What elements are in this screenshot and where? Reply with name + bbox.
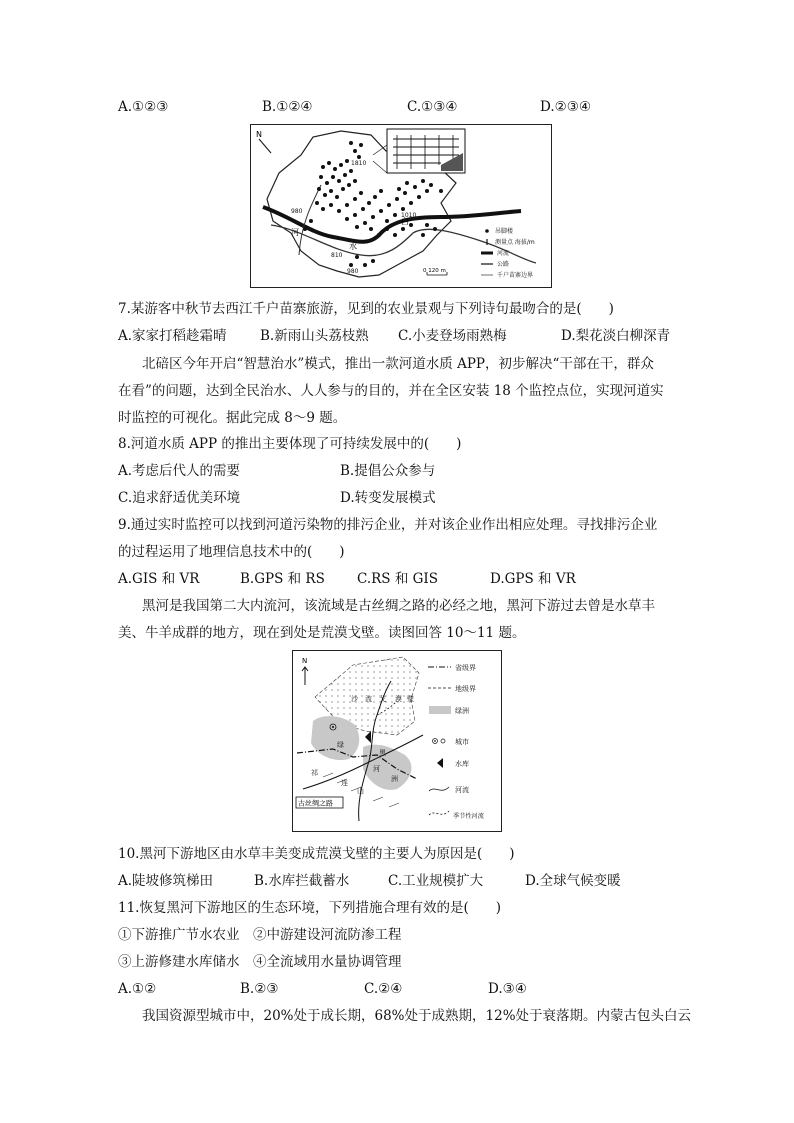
intro-paragraph-line: 时监控的可视化。据此完成 8～9 题。 bbox=[118, 410, 347, 426]
legend-label: 季节性河流 bbox=[453, 813, 484, 820]
map2-legend bbox=[428, 663, 484, 820]
q6-option-c: C.①③④ bbox=[407, 99, 458, 115]
q6-option-b: B.①②④ bbox=[262, 99, 313, 115]
height-label: 810 bbox=[331, 252, 343, 259]
q10-option-b: B.水库拦截蓄水 bbox=[254, 873, 350, 889]
place-label: 黑 bbox=[379, 749, 386, 757]
place-label: 洲 bbox=[391, 775, 398, 783]
place-label: 祁 bbox=[311, 769, 318, 777]
legend-label: 河流 bbox=[455, 786, 469, 794]
place-label: 连 bbox=[341, 779, 348, 787]
river-char: 河 bbox=[291, 228, 299, 237]
q9-stem-line: 9.通过实时监控可以找到河道污染物的排污企业，并对该企业作出相应处理。寻找排污企业 bbox=[118, 517, 658, 533]
legend-label: 绿洲 bbox=[455, 707, 469, 715]
place-label: 漠 bbox=[395, 695, 402, 703]
q10-option-c: C.工业规模扩大 bbox=[388, 873, 484, 889]
north-label: N bbox=[256, 130, 262, 139]
q7-option-d: D.梨花淡白柳深青 bbox=[561, 328, 671, 344]
q7-option-a: A.家家打稻趁霜晴 bbox=[118, 328, 227, 344]
legend-label: 水库 bbox=[455, 760, 469, 768]
q8-option-b: B.提倡公众参与 bbox=[340, 463, 436, 479]
city-icon bbox=[332, 726, 334, 728]
stilt-house-inset-icon bbox=[373, 129, 465, 173]
place-label: 绿 bbox=[337, 741, 344, 749]
q11-statement: ③上游修建水库储水 ④全流域用水量协调管理 bbox=[118, 954, 402, 970]
q7-option-b: B.新雨山头荔枝熟 bbox=[260, 328, 369, 344]
heihe-basin-map bbox=[292, 650, 502, 832]
q7-stem: 7.某游客中秋节去西江千户苗寨旅游，见到的农业景观与下列诗句最吻合的是( ) bbox=[118, 301, 614, 317]
intro-paragraph-line: 我国资源型城市中，20%处于成长期，68%处于成熟期，12%处于衰落期。内蒙古包头白云 bbox=[142, 1008, 692, 1024]
q8-option-c: C.追求舒适优美环境 bbox=[118, 490, 241, 506]
q6-option-a: A.①②③ bbox=[118, 99, 169, 115]
legend-label: 千户苗寨边界 bbox=[497, 272, 534, 279]
height-label: 1810 bbox=[351, 160, 367, 167]
silk-road-label: 古丝绸之路 bbox=[298, 799, 333, 808]
scale-label: 0 120 m bbox=[423, 268, 446, 274]
north-arrow-icon bbox=[302, 667, 308, 685]
q6-option-d: D.②③④ bbox=[540, 99, 591, 115]
reservoir-icon bbox=[365, 731, 371, 743]
place-label: 河 bbox=[373, 765, 380, 773]
q9-option-d: D.GPS 和 VR bbox=[490, 571, 576, 587]
q8-stem: 8.河道水质 APP 的推出主要体现了可持续发展中的( ) bbox=[118, 436, 462, 452]
q11-statement: ①下游推广节水农业 ②中游建设河流防渗工程 bbox=[118, 927, 402, 943]
legend-label: 吊脚楼 bbox=[495, 228, 514, 235]
q9-option-c: C.RS 和 GIS bbox=[357, 571, 438, 587]
miao-village-map-drawing bbox=[251, 125, 551, 287]
intro-paragraph-line: 黑河是我国第二大内流河，该流域是古丝绸之路的必经之地，黑河下游过去曾是水草丰 bbox=[142, 598, 655, 614]
q10-option-a: A.陡坡修筑梯田 bbox=[118, 873, 214, 889]
place-label: 壁 bbox=[407, 695, 414, 703]
intro-paragraph-line: 北碚区今年开启“智慧治水”模式，推出一款河道水质 APP，初步解决“干部在干，群众 bbox=[142, 356, 654, 372]
river-char: 水 bbox=[349, 242, 357, 251]
north-label: N bbox=[302, 657, 308, 665]
legend-label: 测量点 海拔/m bbox=[495, 239, 535, 246]
intro-paragraph-line: 美、牛羊成群的地方，现在到处是荒漠戈壁。读图回答 10～11 题。 bbox=[118, 625, 526, 641]
q7-option-c: C.小麦登场雨熟梅 bbox=[398, 328, 507, 344]
height-label: 1010 bbox=[401, 212, 417, 219]
legend-label: 河流 bbox=[497, 250, 510, 257]
north-arrow-icon bbox=[259, 139, 271, 153]
heihe-basin-map-drawing bbox=[293, 651, 501, 831]
q8-option-a: A.考虑后代人的需要 bbox=[118, 463, 241, 479]
legend-label: 公路 bbox=[497, 261, 510, 268]
q11-option-d: D.③④ bbox=[488, 981, 527, 997]
place-label: 沙 bbox=[351, 695, 358, 703]
height-label: 980 bbox=[291, 208, 303, 215]
legend-label: 地级界 bbox=[455, 685, 476, 693]
legend-label: 省级界 bbox=[455, 664, 476, 672]
place-label: 山 bbox=[357, 787, 364, 795]
q9-stem-line: 的过程运用了地理信息技术中的( ) bbox=[118, 544, 345, 560]
q8-option-d: D.转变发展模式 bbox=[340, 490, 436, 506]
q9-option-a: A.GIS 和 VR bbox=[118, 571, 200, 587]
q11-option-a: A.①② bbox=[118, 981, 157, 997]
height-label: 980 bbox=[347, 268, 359, 275]
place-label: 流 bbox=[365, 695, 372, 703]
miao-village-map bbox=[250, 124, 552, 288]
q10-option-d: D.全球气候变暖 bbox=[525, 873, 621, 889]
q10-stem: 10.黑河下游地区由水草丰美变成荒漠戈壁的主要人为原因是( ) bbox=[118, 846, 515, 862]
intro-paragraph-line: 在看”的问题，达到全民治水、人人参与的目的，并在全区安装 18 个监控点位，实现河道实 bbox=[118, 383, 664, 399]
q11-option-c: C.②④ bbox=[364, 981, 403, 997]
q11-stem: 11.恢复黑河下游地区的生态环境，下列措施合理有效的是( ) bbox=[118, 900, 502, 916]
q11-option-b: B.②③ bbox=[240, 981, 279, 997]
place-label: 戈 bbox=[379, 695, 386, 703]
q9-option-b: B.GPS 和 RS bbox=[240, 571, 325, 587]
oasis-region bbox=[363, 745, 411, 790]
map1-legend bbox=[481, 227, 535, 279]
legend-label: 城市 bbox=[455, 738, 469, 746]
river-char: 白 bbox=[401, 217, 409, 226]
